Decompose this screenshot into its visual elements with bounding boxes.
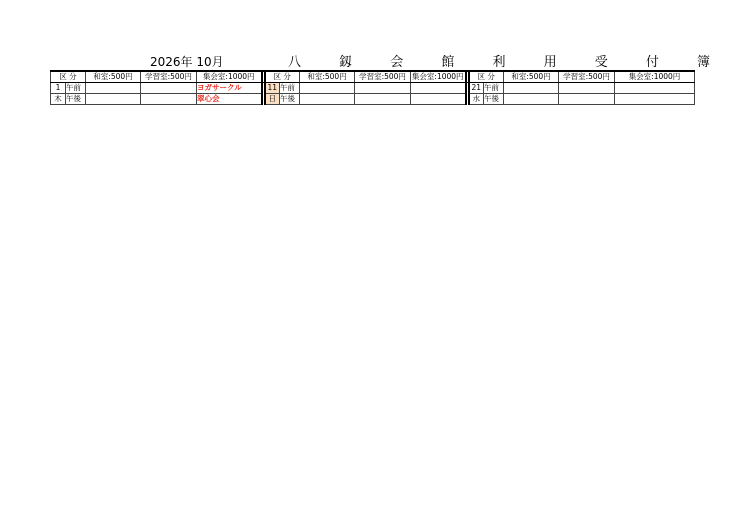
header-kubun: 区 分 xyxy=(51,71,86,83)
page-title: 八 釼 会 館 利 用 受 付 簿 xyxy=(288,55,728,70)
header-kubun: 区 分 xyxy=(469,71,504,83)
header-kubun: 区 分 xyxy=(265,71,300,83)
booking-cell[interactable] xyxy=(411,94,466,105)
header-gakushu: 学習室:500円 xyxy=(559,71,615,83)
booking-cell[interactable] xyxy=(141,94,197,105)
booking-cell[interactable]: 翠心会 xyxy=(197,94,262,105)
header-washitsu: 和室:500円 xyxy=(504,71,559,83)
year-month: 2026年 10月 xyxy=(150,55,224,69)
booking-cell[interactable] xyxy=(355,94,411,105)
header-gakushu: 学習室:500円 xyxy=(141,71,197,83)
booking-cell[interactable] xyxy=(559,83,615,94)
booking-cell[interactable] xyxy=(355,83,411,94)
day-number: 11 xyxy=(265,83,280,94)
session-label: 午前 xyxy=(484,83,504,94)
day-number: 21 xyxy=(469,83,484,94)
session-label: 午前 xyxy=(280,83,300,94)
session-label: 午後 xyxy=(484,94,504,105)
header-shukai: 集会室:1000円 xyxy=(197,71,262,83)
header-gakushu: 学習室:500円 xyxy=(355,71,411,83)
booking-cell[interactable] xyxy=(86,94,141,105)
booking-cell[interactable] xyxy=(141,83,197,94)
header-shukai: 集会室:1000円 xyxy=(615,71,695,83)
session-label: 午後 xyxy=(280,94,300,105)
header-washitsu: 和室:500円 xyxy=(86,71,141,83)
booking-grid xyxy=(50,70,695,105)
booking-cell[interactable] xyxy=(300,94,355,105)
session-label: 午前 xyxy=(66,83,86,94)
reservation-table xyxy=(50,70,695,105)
booking-cell[interactable] xyxy=(300,83,355,94)
header-shukai: 集会室:1000円 xyxy=(411,72,464,81)
booking-cell[interactable] xyxy=(615,83,695,94)
day-number: 1 xyxy=(51,83,66,94)
booking-cell[interactable]: ヨガサークル xyxy=(197,83,262,94)
booking-cell[interactable] xyxy=(559,94,615,105)
day-weekday: 日 xyxy=(265,94,280,105)
day-weekday: 水 xyxy=(469,94,484,105)
booking-cell[interactable] xyxy=(504,83,559,94)
booking-cell[interactable] xyxy=(615,94,695,105)
booking-cell[interactable] xyxy=(504,94,559,105)
session-label: 午後 xyxy=(66,94,86,105)
booking-cell[interactable] xyxy=(411,83,466,94)
header-washitsu: 和室:500円 xyxy=(300,71,355,83)
day-weekday: 木 xyxy=(51,94,66,105)
booking-cell[interactable] xyxy=(86,83,141,94)
